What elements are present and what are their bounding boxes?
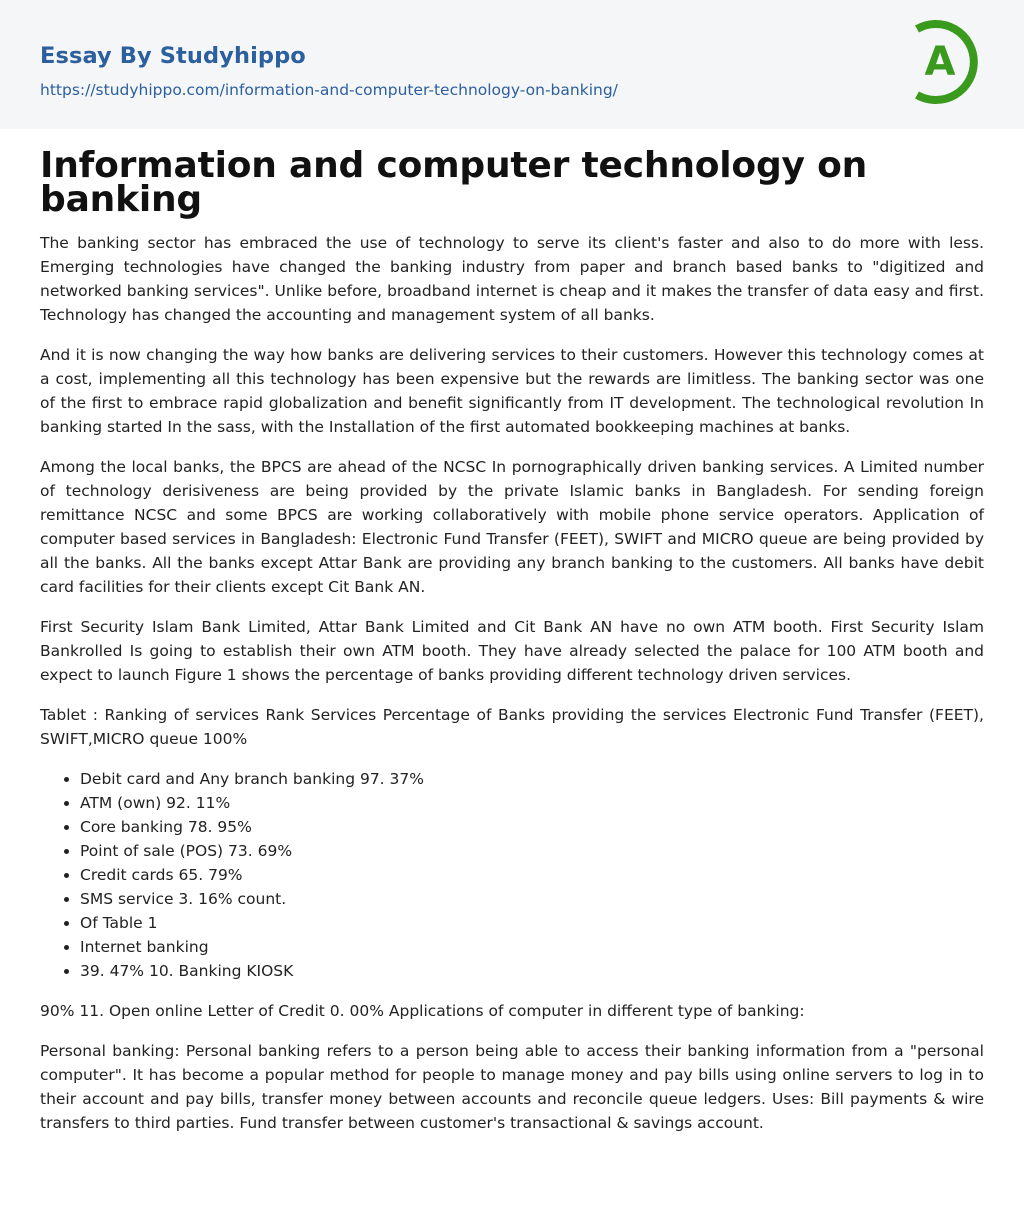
list-item: • Debit card and Any branch banking 97. 37% [80, 767, 984, 791]
paragraph: And it is now changing the way how banks are delivering services to their customers. However this technology comes at a cost, implementing all this technology has been expensive but the rewards are limitless. The banking sector was one of the first to embrace rapid globalization and benefit significantly from IT development. The technological revolution In banking started In the sass, with the Installation of the first automated bookkeeping machines at banks. [40, 346, 984, 436]
paragraph: 90% 11. Open online Letter of Credit 0. 00% Applications of computer in different type of banking: [40, 1002, 805, 1020]
page-title: Information and computer technology on banking [40, 145, 868, 220]
list-item: • SMS service 3. 16% count. [80, 887, 984, 911]
list-item: • Credit cards 65. 79% [80, 863, 984, 887]
source-url-link[interactable]: https://studyhippo.com/information-and-computer-technology-on-banking/ [40, 81, 618, 99]
services-ranking-list [40, 767, 984, 983]
paragraph: First Security Islam Bank Limited, Attar Bank Limited and Cit Bank AN have no own ATM booth. First Security Islam Bankrolled Is going to establish their own ATM booth. They have already selected the palace for 100 ATM booth and expect to launch Figure 1 shows the percentage of banks providing different technology driven services. [40, 618, 984, 684]
paragraph: Among the local banks, the BPCS are ahead of the NCSC In pornographically driven banking services. A Limited number of technology derisiveness are being provided by the private Islamic banks in Bangladesh. For sending foreign remittance NCSC and some BPCS are working collaboratively with mobile phone service operators. Application of computer based services in Bangladesh: Electronic Fund Transfer (FEET), SWIFT and MICRO queue are being provided by all the banks. All the banks except Attar Bank are providing any branch banking to the customers. All banks have debit card facilities for their clients except Cit Bank AN. [40, 458, 984, 596]
paragraph: Personal banking: Personal banking refers to a person being able to access their banking information from a "personal computer". It has become a popular method for people to manage money and pay bills using online servers to log in to their account and pay bills, transfer money between accounts and reconcile queue ledgers. Uses: Bill payments & wire transfers to third parties. Fund transfer between customer's transactional & savings account. [40, 1042, 984, 1132]
site-header [0, 0, 1024, 129]
logo-icon [910, 18, 988, 106]
list-item: • Of Table 1 [80, 911, 984, 935]
list-item: • Internet banking [80, 935, 984, 959]
list-item: • Core banking 78. 95% [80, 815, 984, 839]
list-item: • Point of sale (POS) 73. 69% [80, 839, 984, 863]
paragraph: The banking sector has embraced the use of technology to serve its client's faster and also to do more with less. Emerging technologies have changed the banking industry from paper and branch based banks to "digitized and networked banking services". Unlike before, broadband internet is cheap and it makes the transfer of data easy and first. Technology has changed the accounting and management system of all banks. [40, 234, 984, 324]
paragraph: Tablet : Ranking of services Rank Services Percentage of Banks providing the services Electronic Fund Transfer (FEET), SWIFT,MICRO queue 100% [40, 706, 984, 748]
site-title: Essay By Studyhippo [40, 43, 306, 69]
studyhippo-logo[interactable] [910, 18, 988, 106]
article-content [0, 145, 1024, 1135]
list-item: • 39. 47% 10. Banking KIOSK [80, 959, 984, 983]
logo-letter: A [924, 39, 956, 85]
list-item: • ATM (own) 92. 11% [80, 791, 984, 815]
